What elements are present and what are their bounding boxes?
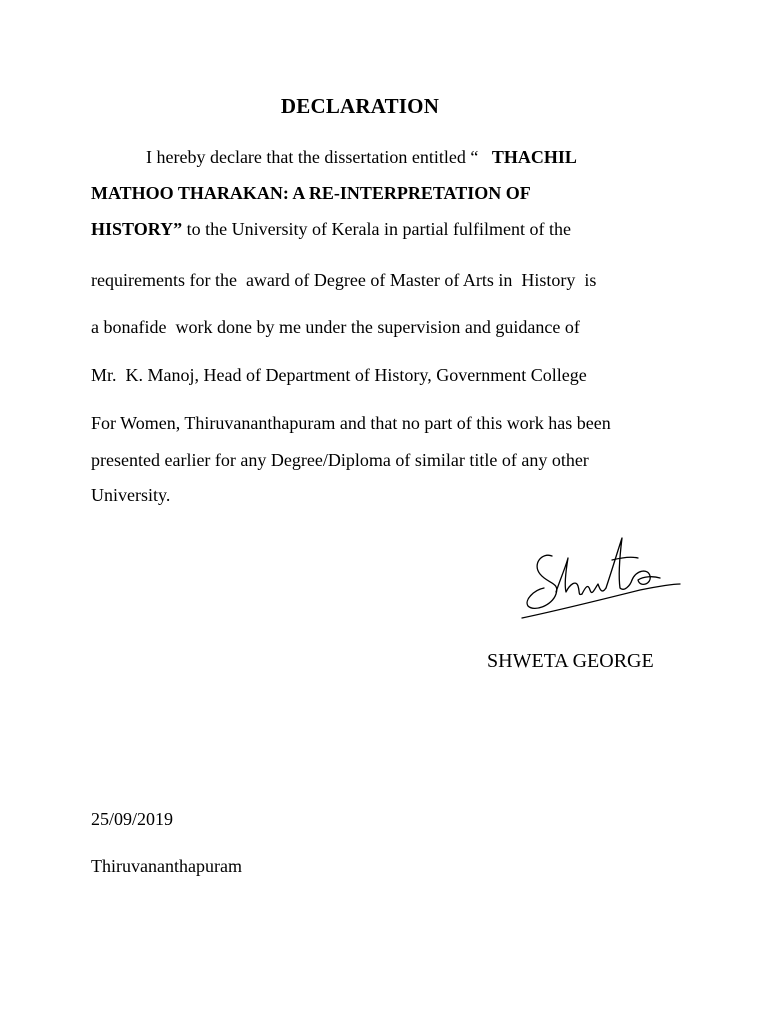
handwritten-signature	[520, 530, 685, 622]
declaration-place: Thiruvananthapuram	[91, 856, 242, 876]
body-line-9: University.	[91, 485, 171, 505]
signer-name: SHWETA GEORGE	[487, 650, 654, 672]
body-line-6: Mr. K. Manoj, Head of Department of History, Government College	[91, 365, 587, 385]
body-line-1	[146, 146, 577, 168]
body-line-5: a bonafide work done by me under the supervision and guidance of	[91, 317, 580, 337]
dissertation-title-part-3: HISTORY”	[91, 219, 183, 239]
dissertation-title-part-2: MATHOO THARAKAN: A RE-INTERPRETATION OF	[91, 183, 531, 203]
body-line-1-text: I hereby declare that the dissertation entitled “	[146, 147, 492, 167]
dissertation-title-part-1: THACHIL	[491, 147, 577, 167]
body-line-7: For Women, Thiruvananthapuram and that no part of this work has been	[91, 413, 611, 433]
page-title: DECLARATION	[280, 94, 440, 118]
declaration-date: 25/09/2019	[91, 809, 174, 829]
body-line-4: requirements for the award of Degree of Master of Arts in History is	[91, 270, 597, 290]
body-line-3-text: to the University of Kerala in partial fulfilment of the	[182, 219, 571, 239]
body-line-3	[91, 218, 571, 240]
body-line-8: presented earlier for any Degree/Diploma of similar title of any other	[91, 450, 589, 470]
